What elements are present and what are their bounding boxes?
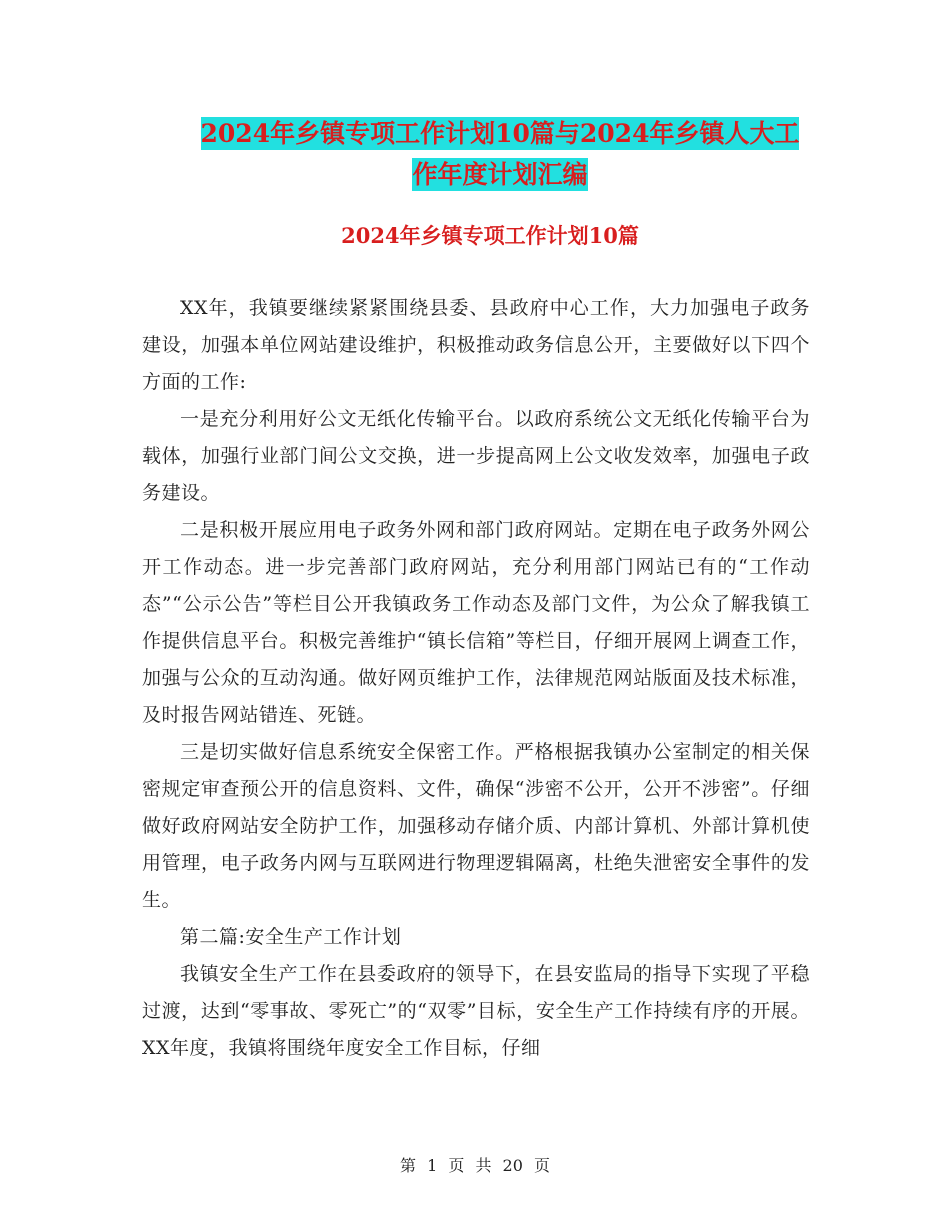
body-paragraph: 我镇安全生产工作在县委政府的领导下，在县安监局的指导下实现了平稳过渡，达到“零事故、零死亡”的“双零”目标，安全生产工作持续有序的开展。XX年度，我镇将围绕年度安全工作目标，仔细: [142, 963, 810, 1059]
chapter-heading: 第二篇:安全生产工作计划: [180, 926, 402, 948]
section-heading: 2024年乡镇专项工作计划10篇: [341, 223, 639, 248]
body-paragraph: 三是切实做好信息系统安全保密工作。严格根据我镇办公室制定的相关保密规定审查预公开的信息资料、文件，确保“涉密不公开，公开不涉密”。仔细做好政府网站安全防护工作，加强移动存储介质、内部计算机、外部计算机使用管理，电子政务内网与互联网进行物理逻辑隔离，杜绝失泄密安全事件的发生。: [142, 741, 810, 911]
title-highlight: 作年度计划汇编: [412, 160, 588, 189]
document-body: [142, 290, 810, 1067]
document-title-line-2: [140, 153, 860, 197]
body-paragraph: XX年，我镇要继续紧紧围绕县委、县政府中心工作，大力加强电子政务建设，加强本单位网站建设维护，积极推动政务信息公开，主要做好以下四个方面的工作:: [142, 297, 810, 393]
body-paragraph: 一是充分利用好公文无纸化传输平台。以政府系统公文无纸化传输平台为载体，加强行业部门间公文交换，进一步提高网上公文收发效率，加强电子政务建设。: [142, 408, 810, 504]
title-highlight: 2024年乡镇专项工作计划10篇与2024年乡镇人大工: [200, 119, 800, 148]
document-title-line-1: [140, 112, 860, 156]
page-number-footer: 第 1 页 共 20 页: [400, 1156, 550, 1175]
body-paragraph: 二是积极开展应用电子政务外网和部门政府网站。定期在电子政务外网公开工作动态。进一步完善部门政府网站，充分利用部门网站已有的“工作动态”“公示公告”等栏目公开我镇政务工作动态及部门文件，为公众了解我镇工作提供信息平台。积极完善维护“镇长信箱”等栏目，仔细开展网上调查工作，加强与公众的互动沟通。做好网页维护工作，法律规范网站版面及技术标准，及时报告网站错连、死链。: [142, 519, 810, 726]
